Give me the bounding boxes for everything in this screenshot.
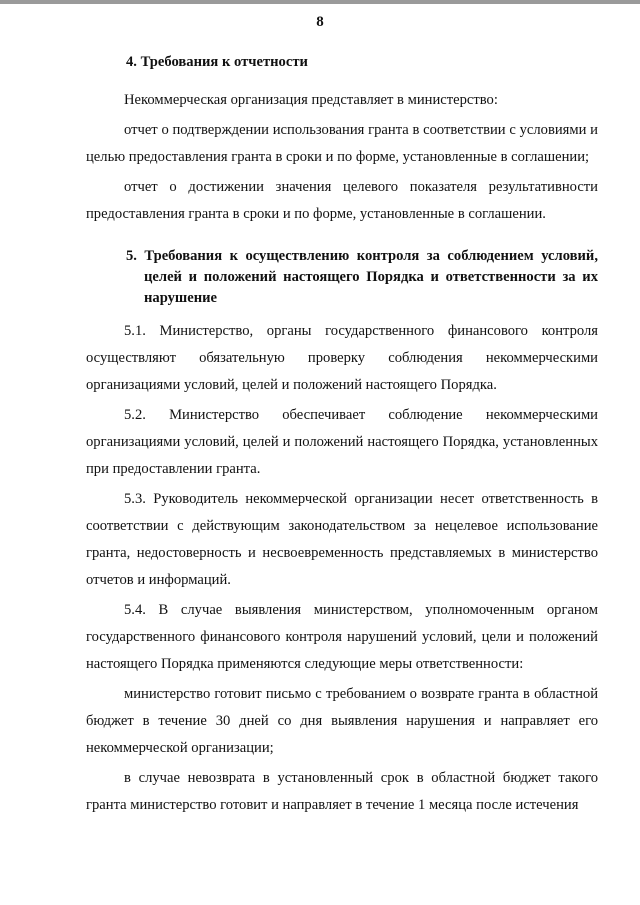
section-4-paragraph: Некоммерческая организация представляет в министерство: xyxy=(124,92,498,108)
section-5-paragraph-5-1: 5.1. Министерство, органы государственного финансового контроля осуществляют обязательную проверку соблюдения некоммерческими организациями условий, целей и положений настоящего Порядка. xyxy=(86,323,598,393)
section-5-paragraph-5-2: 5.2. Министерство обеспечивает соблюдение некоммерческими организациями условий, целей и положений настоящего Порядка, установленных при предоставлении гранта. xyxy=(86,407,598,477)
page-number: 8 xyxy=(316,14,324,30)
section-5-heading: 5. Требования к осуществлению контроля за соблюдением условий, целей и положений настоящего Порядка и ответственности за их нарушение xyxy=(126,248,598,306)
section-4-paragraph: отчет о достижении значения целевого показателя результативности предоставления гранта в сроки и по форме, установленные в соглашении. xyxy=(86,179,598,222)
section-4-paragraph: отчет о подтверждении использования гранта в соответствии с условиями и целью предоставления гранта в сроки и по форме, установленные в соглашении; xyxy=(86,122,598,165)
section-5-paragraph-5-3: 5.3. Руководитель некоммерческой организации несет ответственность в соответствии с действующим законодательством за нецелевое использование гранта, недостоверность и несвоевременность представляемых в министерство отчетов и информаций. xyxy=(86,491,598,588)
section-5-paragraph-5-4: 5.4. В случае выявления министерством, уполномоченным органом государственного финансового контроля нарушений условий, цели и положений настоящего Порядка применяются следующие меры ответственности: xyxy=(86,602,598,672)
top-rule xyxy=(0,0,640,4)
section-5-paragraph: министерство готовит письмо с требованием о возврате гранта в областной бюджет в течение 30 дней со дня выявления нарушения и направляет его некоммерческой организации; xyxy=(86,686,598,756)
section-5-paragraph: в случае невозврата в установленный срок в областной бюджет такого гранта министерство готовит и направляет в течение 1 месяца после истечения xyxy=(86,770,598,813)
document-body xyxy=(86,52,598,819)
section-4-heading: 4. Требования к отчетности xyxy=(126,54,308,70)
